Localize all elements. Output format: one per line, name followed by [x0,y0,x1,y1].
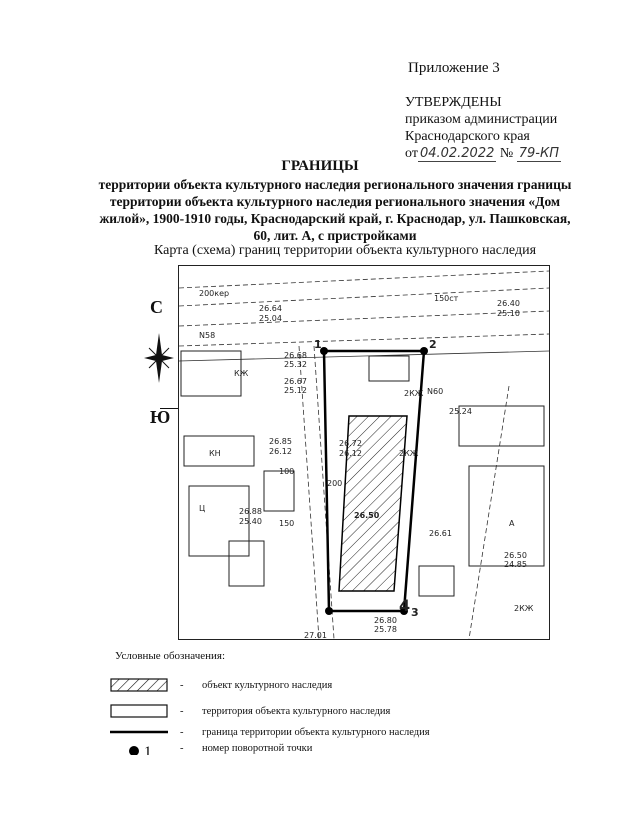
map-label: 25.40 [239,517,262,526]
cadastral-map [178,265,550,640]
map-label: КН [209,449,221,458]
map-label: 150ст [434,294,459,303]
map-label: 2КЖ [399,449,419,458]
map-label: 27.01 [304,631,327,639]
appendix-label: Приложение 3 [408,60,500,76]
map-label: N58 [199,331,216,340]
map-label: 26.68 [284,351,307,360]
order-number: 79-КП [518,146,559,161]
order-date: 04.02.2022 [419,146,495,161]
map-label: 26.40 [497,299,520,308]
map-label: КЖ [234,369,249,378]
approved-heading: УТВЕРЖДЕНЫ [405,95,502,110]
compass-north-label: С [150,297,163,317]
compass-south-label: Ю [150,407,171,427]
map-label: 25.32 [284,360,307,369]
legend-dash: - [180,679,184,691]
map-label: 24.85 [504,560,527,569]
approved-line-2: Краснодарского края [405,129,530,144]
map-label: 3 [411,606,419,619]
legend-dash: - [180,705,184,717]
legend-item-heritage-object [110,678,332,692]
map-label: 2КЖ [404,389,424,398]
map-label: N60 [427,387,444,396]
approved-line-1: приказом администрации [405,112,558,127]
map-drawing [179,266,549,639]
map-label: 2 [429,338,437,351]
legend-dash: - [180,726,184,738]
map-label: 2КЖ [514,604,534,613]
map-label: 25.04 [259,314,282,323]
point-swatch-icon [110,741,168,755]
map-label: 26.12 [269,447,292,456]
map-label: 26.50 [504,551,527,560]
approval-block [405,94,561,162]
legend-title: Условные обозначения: [115,650,226,662]
legend-dash: - [180,742,184,754]
map-label: 26.50 [354,511,380,520]
legend-text: граница территории объекта культурного наследия [202,726,430,738]
map-caption: Карта (схема) границ территории объекта культурного наследия [153,243,537,258]
map-label: 200 [327,479,343,488]
legend-item-boundary [110,725,430,739]
map-label: 26.67 [284,377,307,386]
map-label: 25.10 [497,309,520,318]
legend-text: территория объекта культурного наследия [202,705,391,717]
map-label: 25.78 [374,625,397,634]
document-title: ГРАНИЦЫ [281,158,359,174]
hatch-swatch-icon [110,678,168,692]
map-label: 26.88 [239,507,262,516]
map-label: 26.72 [339,439,362,448]
map-label: 25.12 [284,386,307,395]
document-subtitle: территории объекта культурного наследия регионального значения границы территории объекта культурного наследия регионального значения «Дом жилой», 1900-1910 годы, Краснодарский край, г. Краснодар, ул. Пашковская, 60, лит. А, с пристройками [98,177,572,243]
legend-point-number: 1 [144,744,152,755]
map-label: 150 [279,519,295,528]
number-prefix: № [499,146,514,161]
map-label: 25.24 [449,407,472,416]
legend-item-territory [110,704,390,718]
from-prefix: от [405,146,418,161]
rect-swatch-icon [110,704,168,718]
map-label: 26.64 [259,304,282,313]
map-label: 200кер [199,289,230,298]
map-label: 100 [279,467,295,476]
legend-text: объект культурного наследия [202,679,333,691]
map-label: А [509,519,515,528]
map-label: 26.61 [429,529,452,538]
map-label: 26.12 [339,449,362,458]
map-label: 4 [399,596,411,615]
legend-text: номер поворотной точки [202,742,313,754]
line-swatch-icon [110,725,168,739]
map-label: 26.85 [269,437,292,446]
map-label: Ц [199,504,206,513]
map-label: 1 [314,338,322,351]
map-label: 26.80 [374,616,397,625]
legend-item-turning-point [110,741,312,755]
compass-rose-icon [144,333,174,383]
